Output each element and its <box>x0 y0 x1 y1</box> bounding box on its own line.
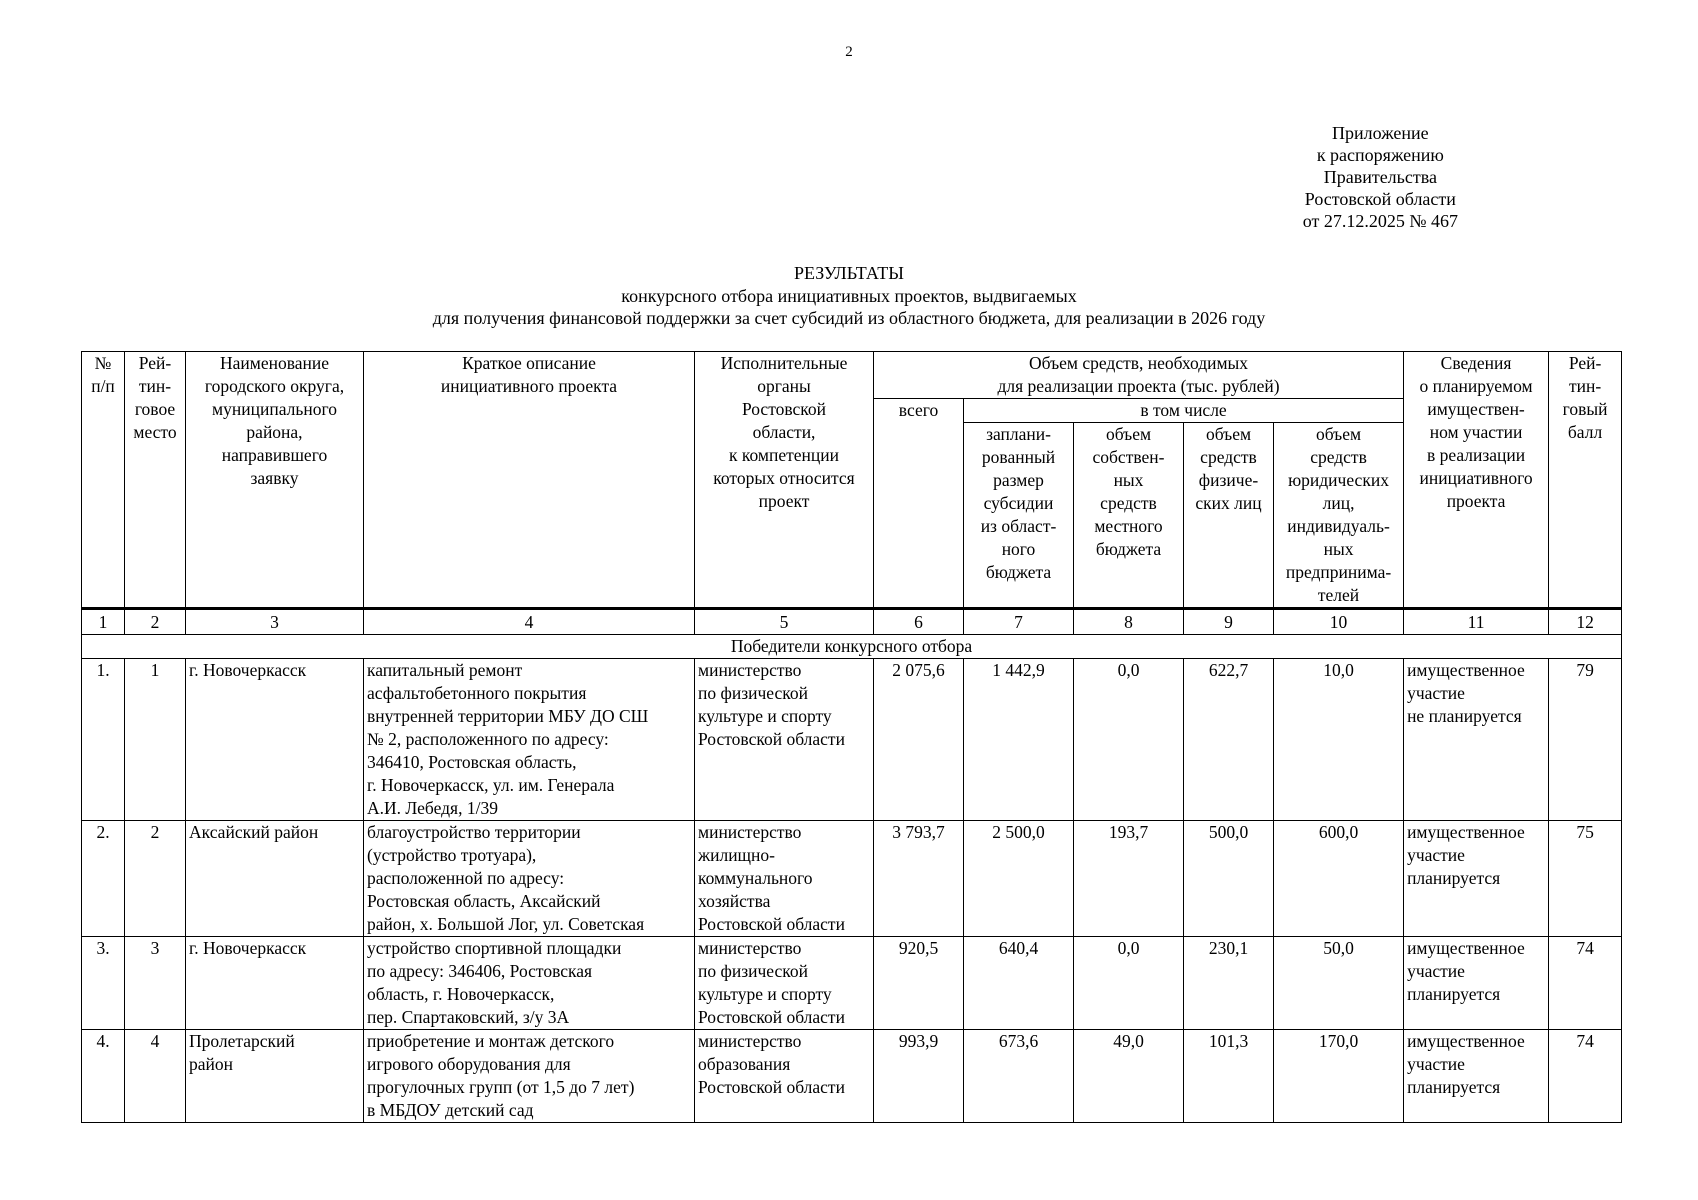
cell-text-line: собствен- <box>1092 447 1165 467</box>
header-col-9 <box>1184 423 1274 609</box>
header-col-4 <box>364 352 695 609</box>
cell-text-line: Ростовской области <box>698 1077 845 1097</box>
cell-text-line: средств <box>1100 493 1157 513</box>
cell-text-line: не планируется <box>1407 706 1522 726</box>
header-col-1 <box>82 352 125 609</box>
cell-text-line: района, <box>246 422 303 442</box>
cell-text-line: юридических <box>1288 470 1389 490</box>
cell-text-line: участие <box>1407 961 1465 981</box>
header-col-8 <box>1074 423 1184 609</box>
cell-text-line: объем <box>1315 424 1362 444</box>
header-funds-group <box>874 352 1404 399</box>
cell-text-line: субсидии <box>983 493 1054 513</box>
cell-text-line: городского округа, <box>204 376 345 396</box>
cell-text-line: министерство <box>698 1031 802 1051</box>
cell-text-line: благоустройство территории <box>367 822 581 842</box>
column-number: 6 <box>874 609 964 635</box>
appendix-line: Приложение <box>1332 123 1429 143</box>
cell-text-line: Ростовской <box>741 399 827 419</box>
cell-text-line: рованный <box>981 447 1056 467</box>
row-individuals: 500,0 <box>1184 821 1274 937</box>
cell-text-line: объем <box>1205 424 1252 444</box>
cell-text-line: бюджета <box>985 562 1052 582</box>
cell-text-line: имущественное <box>1407 660 1525 680</box>
row-individuals: 622,7 <box>1184 659 1274 821</box>
row-legal-entities: 170,0 <box>1274 1030 1404 1123</box>
cell-text-line: № 2, расположенного по адресу: <box>367 729 609 749</box>
cell-text-line: средств <box>1200 447 1257 467</box>
cell-text-line: Исполнительные <box>720 353 848 373</box>
section-title: Победители конкурсного отбора <box>82 635 1622 659</box>
table-row <box>82 1030 1622 1123</box>
cell-text-line: образования <box>698 1054 791 1074</box>
results-table <box>81 351 1622 1123</box>
cell-text-line: области, <box>752 422 816 442</box>
cell-text-line: говое <box>134 399 176 419</box>
cell-text-line: физиче- <box>1198 470 1259 490</box>
cell-text-line: из област- <box>980 516 1057 536</box>
appendix-line: Ростовской области <box>1304 189 1456 209</box>
cell-text-line: по физической <box>698 961 808 981</box>
cell-text-line: планируется <box>1407 868 1501 888</box>
row-subsidy: 640,4 <box>964 937 1074 1030</box>
row-score: 74 <box>1549 937 1622 1030</box>
cell-text-line: район, х. Большой Лог, ул. Советская <box>367 914 645 934</box>
row-description <box>364 659 695 821</box>
cell-text-line: по физической <box>698 683 808 703</box>
header-col-3 <box>186 352 364 609</box>
column-number: 7 <box>964 609 1074 635</box>
cell-text-line: проект <box>758 491 810 511</box>
cell-text-line: тин- <box>138 376 172 396</box>
column-number: 10 <box>1274 609 1404 635</box>
cell-text-line: лиц, <box>1322 493 1355 513</box>
cell-text-line: Объем средств, необходимых <box>1029 353 1249 373</box>
cell-text-line: балл <box>1567 422 1603 442</box>
cell-text-line: Наименование <box>219 353 330 373</box>
cell-text-line: в том числе <box>1140 400 1227 420</box>
cell-text-line: ных <box>1113 470 1144 490</box>
row-municipality <box>186 937 364 1030</box>
row-executive-body <box>695 1030 874 1123</box>
cell-text-line: прогулочных групп (от 1,5 до 7 лет) <box>367 1077 635 1097</box>
cell-text-line: к компетенции <box>729 445 839 465</box>
row-total: 920,5 <box>874 937 964 1030</box>
cell-text-line: муниципального <box>212 399 337 419</box>
row-legal-entities: 50,0 <box>1274 937 1404 1030</box>
cell-text-line: (устройство тротуара), <box>367 845 537 865</box>
row-property-participation <box>1404 659 1549 821</box>
row-executive-body <box>695 659 874 821</box>
row-local-budget: 0,0 <box>1074 659 1184 821</box>
row-rank: 4 <box>125 1030 186 1123</box>
row-subsidy: 2 500,0 <box>964 821 1074 937</box>
cell-text-line: место <box>133 422 177 442</box>
cell-text-line: заявку <box>250 468 299 488</box>
cell-text-line: имуществен- <box>1427 399 1525 419</box>
cell-text-line: которых относится <box>713 468 855 488</box>
cell-text-line: игрового оборудования для <box>367 1054 571 1074</box>
cell-text-line: ных <box>1323 539 1354 559</box>
cell-text-line: участие <box>1407 1054 1465 1074</box>
row-local-budget: 49,0 <box>1074 1030 1184 1123</box>
cell-text-line: органы <box>757 376 811 396</box>
cell-text-line: ном участии <box>1429 422 1523 442</box>
cell-text-line: область, г. Новочеркасск, <box>367 984 555 1004</box>
row-description <box>364 937 695 1030</box>
row-local-budget: 193,7 <box>1074 821 1184 937</box>
header-col-6 <box>874 399 964 609</box>
cell-text-line: всего <box>898 400 939 420</box>
cell-text-line: о планируемом <box>1419 376 1533 396</box>
title-main: РЕЗУЛЬТАТЫ <box>794 263 904 283</box>
cell-text-line: в реализации <box>1426 445 1526 465</box>
cell-text-line: хозяйства <box>698 891 771 911</box>
header-col-11 <box>1404 352 1549 609</box>
cell-text-line: район <box>189 1054 233 1074</box>
row-number: 2. <box>82 821 125 937</box>
table-row <box>82 659 1622 821</box>
row-municipality <box>186 659 364 821</box>
cell-text-line: имущественное <box>1407 1031 1525 1051</box>
cell-text-line: направившего <box>221 445 328 465</box>
cell-text-line: 346410, Ростовская область, <box>367 752 577 772</box>
cell-text-line: министерство <box>698 660 802 680</box>
cell-text-line: тин- <box>1568 376 1602 396</box>
cell-text-line: планируется <box>1407 1077 1501 1097</box>
row-municipality <box>186 821 364 937</box>
row-property-participation <box>1404 821 1549 937</box>
cell-text-line: жилищно- <box>698 845 775 865</box>
table-header <box>82 352 1622 635</box>
table-row <box>82 821 1622 937</box>
row-score: 74 <box>1549 1030 1622 1123</box>
cell-text-line: пер. Спартаковский, з/у 3А <box>367 1007 570 1027</box>
cell-text-line: коммунального <box>698 868 813 888</box>
row-subsidy: 673,6 <box>964 1030 1074 1123</box>
header-col-12 <box>1549 352 1622 609</box>
cell-text-line: бюджета <box>1095 539 1162 559</box>
table-body <box>82 635 1622 1123</box>
row-executive-body <box>695 937 874 1030</box>
column-number: 12 <box>1549 609 1622 635</box>
cell-text-line: для реализации проекта (тыс. рублей) <box>997 376 1280 396</box>
cell-text-line: Ростовской области <box>698 914 845 934</box>
row-total: 3 793,7 <box>874 821 964 937</box>
cell-text-line: Рей- <box>1568 353 1602 373</box>
cell-text-line: культуре и спорту <box>698 706 832 726</box>
cell-text-line: Пролетарский <box>189 1031 295 1051</box>
cell-text-line: заплани- <box>986 424 1051 444</box>
cell-text-line: культуре и спорту <box>698 984 832 1004</box>
cell-text-line: инициативного <box>1419 468 1533 488</box>
row-rank: 2 <box>125 821 186 937</box>
row-rank: 3 <box>125 937 186 1030</box>
row-property-participation <box>1404 937 1549 1030</box>
table-row <box>82 937 1622 1030</box>
cell-text-line: министерство <box>698 822 802 842</box>
cell-text-line: местного <box>1094 516 1163 536</box>
cell-text-line: капитальный ремонт <box>367 660 523 680</box>
row-total: 993,9 <box>874 1030 964 1123</box>
title-line-2: конкурсного отбора инициативных проектов, выдвигаемых <box>621 285 1077 306</box>
cell-text-line: Сведения <box>1440 353 1512 373</box>
document-title <box>0 262 1698 330</box>
row-rank: 1 <box>125 659 186 821</box>
column-number: 8 <box>1074 609 1184 635</box>
header-col-10 <box>1274 423 1404 609</box>
cell-text-line: Ростовской области <box>698 1007 845 1027</box>
cell-text-line: планируется <box>1407 984 1501 1004</box>
cell-text-line: телей <box>1317 585 1360 605</box>
row-legal-entities: 10,0 <box>1274 659 1404 821</box>
cell-text-line: п/п <box>91 376 115 396</box>
row-number: 4. <box>82 1030 125 1123</box>
cell-text-line: Аксайский район <box>189 822 319 842</box>
column-number: 11 <box>1404 609 1549 635</box>
cell-text-line: инициативного проекта <box>440 376 618 396</box>
column-number: 4 <box>364 609 695 635</box>
cell-text-line: № <box>94 353 112 373</box>
title-line-3: для получения финансовой поддержки за счет субсидий из областного бюджета, для реализации в 2026 году <box>432 308 1266 328</box>
column-number: 5 <box>695 609 874 635</box>
cell-text-line: министерство <box>698 938 802 958</box>
cell-text-line: средств <box>1310 447 1367 467</box>
cell-text-line: Краткое описание <box>462 353 596 373</box>
cell-text-line: устройство спортивной площадки <box>367 938 622 958</box>
column-number: 3 <box>186 609 364 635</box>
appendix-line: от 27.12.2025 № 467 <box>1302 211 1458 231</box>
cell-text-line: участие <box>1407 845 1465 865</box>
appendix-line: Правительства <box>1323 167 1437 187</box>
appendix-block <box>1303 122 1458 232</box>
row-score: 75 <box>1549 821 1622 937</box>
cell-text-line: проекта <box>1446 491 1506 511</box>
cell-text-line: индивидуаль- <box>1287 516 1390 536</box>
row-description <box>364 1030 695 1123</box>
row-individuals: 230,1 <box>1184 937 1274 1030</box>
row-municipality <box>186 1030 364 1123</box>
row-local-budget: 0,0 <box>1074 937 1184 1030</box>
cell-text-line: А.И. Лебедя, 1/39 <box>367 798 498 818</box>
column-number-row <box>82 609 1622 635</box>
cell-text-line: расположенной по адресу: <box>367 868 565 888</box>
row-number: 3. <box>82 937 125 1030</box>
cell-text-line: имущественное <box>1407 822 1525 842</box>
column-number: 1 <box>82 609 125 635</box>
row-total: 2 075,6 <box>874 659 964 821</box>
cell-text-line: ного <box>1001 539 1036 559</box>
cell-text-line: участие <box>1407 683 1465 703</box>
cell-text-line: г. Новочеркасск <box>189 660 307 680</box>
section-header-row <box>82 635 1622 659</box>
appendix-line: к распоряжению <box>1316 145 1444 165</box>
cell-text-line: г. Новочеркасск <box>189 938 307 958</box>
cell-text-line: ских лиц <box>1195 493 1262 513</box>
header-col-7 <box>964 423 1074 609</box>
cell-text-line: Ростовской области <box>698 729 845 749</box>
row-description <box>364 821 695 937</box>
page-number: 2 <box>845 44 853 60</box>
column-number: 9 <box>1184 609 1274 635</box>
row-score: 79 <box>1549 659 1622 821</box>
cell-text-line: Ростовская область, Аксайский <box>367 891 601 911</box>
cell-text-line: приобретение и монтаж детского <box>367 1031 615 1051</box>
header-including <box>964 399 1404 423</box>
row-executive-body <box>695 821 874 937</box>
row-legal-entities: 600,0 <box>1274 821 1404 937</box>
row-property-participation <box>1404 1030 1549 1123</box>
row-individuals: 101,3 <box>1184 1030 1274 1123</box>
cell-text-line: объем <box>1105 424 1152 444</box>
cell-text-line: предпринима- <box>1285 562 1392 582</box>
cell-text-line: по адресу: 346406, Ростовская <box>367 961 593 981</box>
cell-text-line: в МБДОУ детский сад <box>367 1100 534 1120</box>
row-number: 1. <box>82 659 125 821</box>
cell-text-line: г. Новочеркасск, ул. им. Генерала <box>367 775 615 795</box>
cell-text-line: Рей- <box>138 353 172 373</box>
header-col-5 <box>695 352 874 609</box>
cell-text-line: имущественное <box>1407 938 1525 958</box>
cell-text-line: асфальтобетонного покрытия <box>367 683 587 703</box>
cell-text-line: размер <box>993 470 1044 490</box>
row-subsidy: 1 442,9 <box>964 659 1074 821</box>
header-col-2 <box>125 352 186 609</box>
cell-text-line: говый <box>1562 399 1608 419</box>
column-number: 2 <box>125 609 186 635</box>
cell-text-line: внутренней территории МБУ ДО СШ <box>367 706 649 726</box>
